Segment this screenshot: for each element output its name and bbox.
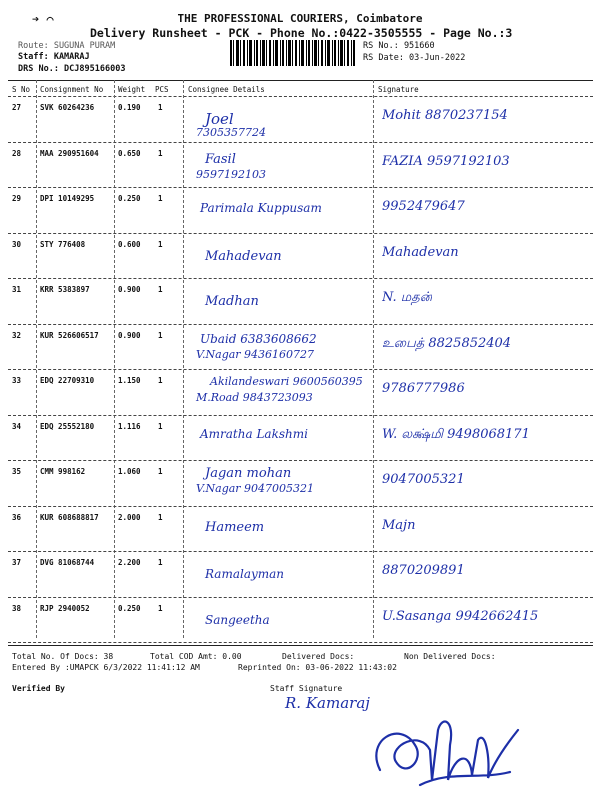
row-weight: 0.190	[118, 103, 141, 112]
col-divider	[36, 80, 37, 638]
row-consignee-name: Hameem	[205, 519, 265, 535]
footer-rule	[8, 645, 593, 646]
table-top-rule	[8, 80, 593, 81]
row-consignee-name: Akilandeswari 9600560395	[210, 375, 363, 388]
row-divider	[8, 233, 593, 234]
row-consignment: DPI 10149295	[40, 194, 95, 203]
row-sno: 36	[12, 512, 22, 522]
row-weight: 0.900	[118, 330, 141, 340]
row-pcs: 1	[158, 603, 163, 613]
row-weight: 2.000	[118, 512, 141, 522]
row-pcs: 1	[158, 421, 163, 431]
row-divider	[8, 369, 593, 370]
col-divider	[183, 80, 184, 638]
row-weight: 0.900	[118, 285, 141, 294]
col-divider	[114, 80, 115, 638]
row-pcs: 1	[158, 558, 163, 567]
row-signature: Mohit 8870237154	[382, 108, 508, 123]
row-consignee-name: Amratha Lakshmi	[200, 426, 308, 441]
row-consignment: KUR 526606517	[40, 330, 99, 340]
row-pcs: 1	[158, 239, 163, 249]
row-consignment: CMM 998162	[40, 467, 86, 476]
row-sno: 35	[12, 467, 22, 476]
row-consignment: SVK 60264236	[40, 103, 95, 112]
rs-number: RS No.: 951660	[363, 41, 435, 51]
row-consignee-name: Madhan	[205, 294, 259, 309]
row-weight: 0.250	[118, 194, 141, 203]
row-divider	[8, 278, 593, 279]
delivered-docs: Delivered Docs:	[282, 652, 355, 661]
row-consignee-name: Mahadevan	[205, 248, 282, 264]
row-consignment: MAA 290951604	[40, 148, 99, 158]
row-sno: 30	[12, 239, 22, 249]
row-sno: 38	[12, 603, 22, 613]
row-consignee-note: M.Road 9843723093	[196, 391, 313, 404]
row-signature: FAZIA 9597192103	[382, 153, 510, 169]
row-pcs: 1	[158, 285, 163, 294]
drs-label: DRS No.: DCJ895166003	[18, 64, 126, 74]
reprinted-on: Reprinted On: 03-06-2022 11:43:02	[238, 663, 397, 672]
row-consignee-name: Fasil	[205, 151, 236, 167]
row-sno: 32	[12, 330, 22, 340]
row-consignment: EDQ 25552180	[40, 421, 95, 431]
col-divider	[373, 80, 374, 638]
row-consignee-note: 7305357724	[196, 126, 266, 139]
row-weight: 1.150	[118, 376, 141, 385]
row-consignee-name: Ubaid 6383608662	[200, 331, 317, 346]
row-pcs: 1	[158, 467, 163, 476]
row-divider	[8, 142, 593, 143]
row-signature: 9047005321	[382, 472, 465, 487]
staff-signature-label: Staff Signature	[270, 684, 343, 693]
col-consignee: Consignee Details	[188, 85, 265, 94]
row-divider	[8, 187, 593, 188]
row-consignment: KUR 608688817	[40, 512, 99, 522]
large-signature-image	[360, 700, 530, 795]
row-consignment: KRR 5383897	[40, 285, 90, 294]
col-consignment: Consignment No	[40, 85, 104, 94]
row-signature: Majn	[382, 517, 416, 533]
row-consignee-note: 9597192103	[196, 167, 266, 181]
row-consignment: EDQ 22709310	[40, 376, 95, 385]
entered-by: Entered By :UMAPCK 6/3/2022 11:41:12 AM	[12, 663, 200, 672]
row-consignee-name: Parimala Kuppusam	[200, 201, 322, 215]
document-title: THE PROFESSIONAL COURIERS, Coimbatore	[177, 12, 423, 25]
row-sno: 28	[12, 148, 22, 158]
row-divider	[8, 642, 593, 643]
row-sno: 37	[12, 558, 22, 567]
row-pcs: 1	[158, 103, 163, 112]
total-docs: Total No. Of Docs: 38	[12, 652, 114, 661]
row-divider	[8, 597, 593, 598]
row-consignee-name: Jagan mohan	[205, 466, 292, 481]
row-consignee-name: Sangeetha	[205, 612, 270, 627]
rs-date: RS Date: 03-Jun-2022	[363, 53, 466, 63]
row-sno: 31	[12, 285, 22, 294]
row-signature: N. மதன்	[382, 290, 433, 305]
row-signature: 8870209891	[382, 563, 465, 578]
row-sno: 34	[12, 421, 22, 431]
row-signature: U.Sasanga 9942662415	[382, 608, 539, 624]
row-signature: Mahadevan	[382, 244, 459, 260]
row-consignee-name: Joel	[205, 110, 234, 128]
row-consignee-name: Ramalayman	[205, 567, 285, 581]
row-signature: உபைத் 8825852404	[382, 335, 512, 351]
staff-label: Staff: KAMARAJ	[18, 52, 90, 62]
table-header-rule	[8, 96, 593, 97]
row-weight: 0.650	[118, 148, 141, 158]
row-sno: 27	[12, 103, 22, 112]
row-sno: 33	[12, 376, 22, 385]
total-cod: Total COD Amt: 0.00	[150, 652, 242, 661]
row-weight: 0.250	[118, 603, 141, 613]
row-weight: 1.116	[118, 421, 141, 431]
staff-signature-handwriting: R. Kamaraj	[285, 694, 370, 712]
row-consignee-note: V.Nagar 9436160727	[196, 347, 315, 361]
row-consignment: RJP 2940052	[40, 603, 90, 613]
col-signature: Signature	[378, 85, 419, 94]
barcode-image	[230, 40, 355, 66]
non-delivered-docs: Non Delivered Docs:	[404, 652, 496, 661]
row-signature: 9786777986	[382, 381, 465, 396]
row-consignee-note: V.Nagar 9047005321	[196, 482, 315, 495]
verified-by: Verified By	[12, 684, 65, 693]
row-divider	[8, 506, 593, 507]
row-sno: 29	[12, 194, 22, 203]
row-weight: 2.200	[118, 558, 141, 567]
row-divider	[8, 324, 593, 325]
row-pcs: 1	[158, 376, 163, 385]
row-pcs: 1	[158, 512, 163, 522]
corner-marks: ➔ ⌒	[32, 12, 54, 26]
document-subtitle: Delivery Runsheet - PCK - Phone No.:0422-3505555 - Page No.:3	[90, 26, 513, 40]
row-divider	[8, 551, 593, 552]
row-signature: W. லக்ஷ்மி 9498068171	[382, 426, 530, 442]
row-pcs: 1	[158, 330, 163, 340]
row-weight: 0.600	[118, 239, 141, 249]
row-weight: 1.060	[118, 467, 141, 476]
col-pcs: PCS	[155, 85, 169, 94]
row-consignment: DVG 81068744	[40, 558, 95, 567]
row-signature: 9952479647	[382, 199, 465, 214]
col-sno: S No	[12, 85, 31, 94]
col-weight: Weight	[118, 85, 146, 94]
row-divider	[8, 460, 593, 461]
route-label: Route: SUGUNA PURAM	[18, 41, 116, 51]
row-pcs: 1	[158, 194, 163, 203]
row-divider	[8, 415, 593, 416]
row-consignment: STY 776408	[40, 239, 86, 249]
row-pcs: 1	[158, 148, 163, 158]
